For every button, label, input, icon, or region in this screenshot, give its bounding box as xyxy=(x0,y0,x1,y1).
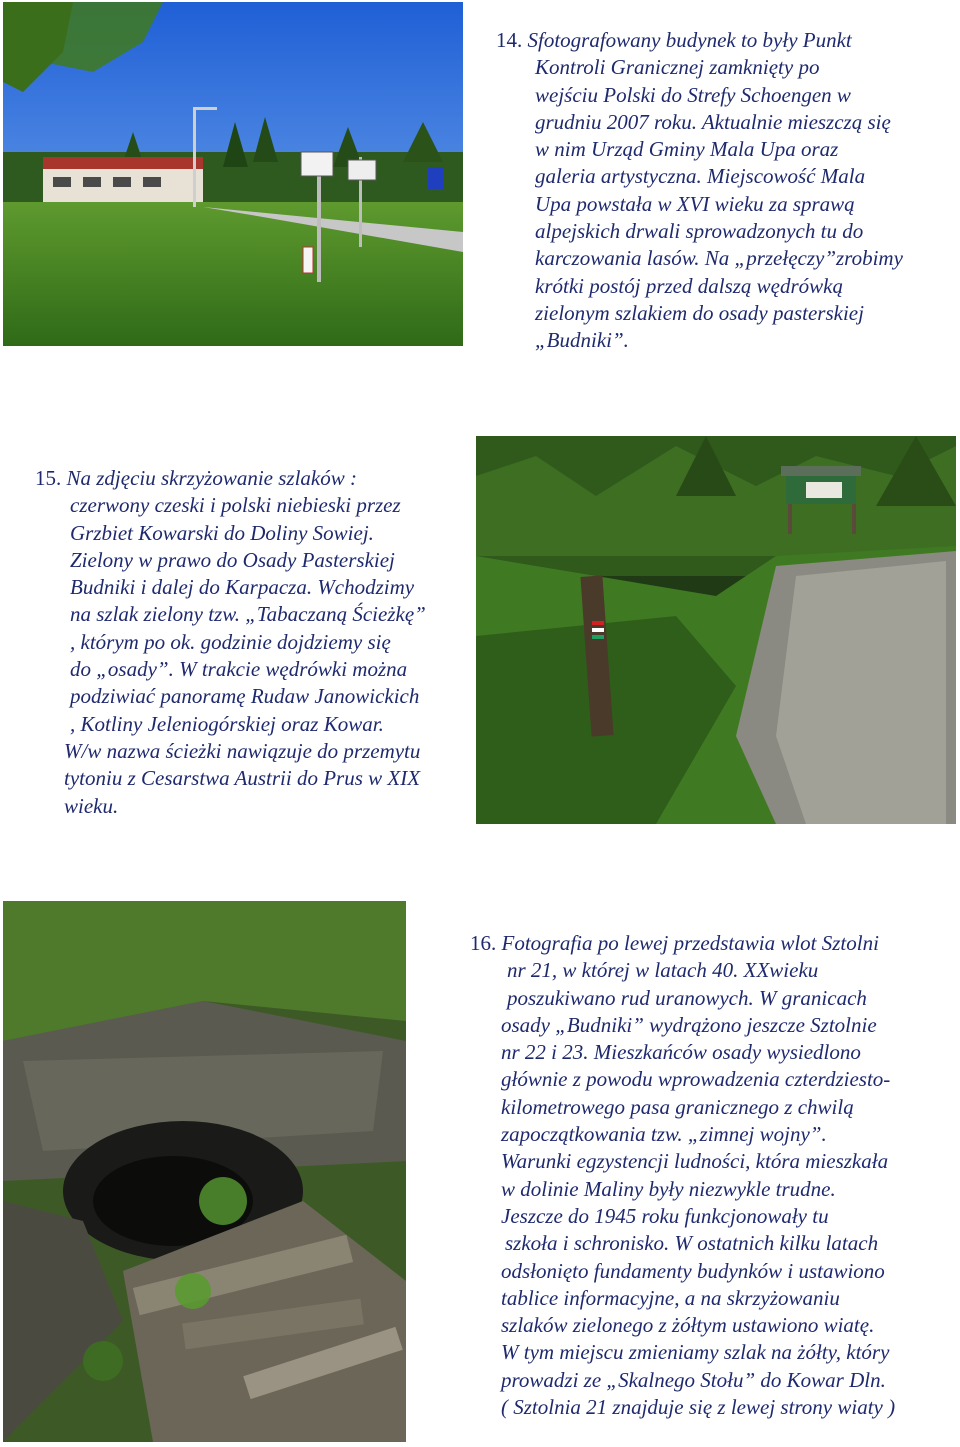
caption-line: nr 21, w której w latach 40. XXwieku xyxy=(507,958,819,983)
border-checkpoint-photo xyxy=(3,2,463,346)
caption-line: głównie z powodu wprowadzenia czterdziesto- xyxy=(501,1067,891,1092)
caption-line: poszukiwano rud uranowych. W granicach xyxy=(507,985,867,1010)
caption-line: zapoczątkowania tzw. „zimnej wojny”. xyxy=(501,1122,827,1147)
caption-16 xyxy=(470,930,950,1421)
caption-line: zielonym szlakiem do osady pasterskiej xyxy=(535,300,864,325)
caption-line: szkoła i schronisko. W ostatnich kilku latach xyxy=(505,1231,879,1256)
caption-line: prowadzi ze „Skalnego Stołu” do Kowar Dln. xyxy=(501,1367,886,1392)
caption-line: Zielony w prawo do Osady Pasterskiej xyxy=(70,547,395,572)
caption-line: krótki postój przed dalszą wędrówką xyxy=(535,273,843,298)
caption-line: Warunki egzystencji ludności, która mieszkała xyxy=(501,1149,889,1174)
caption-line: W/w nazwa ścieżki nawiązuje do przemytu xyxy=(64,738,421,763)
caption-line: odsłonięto fundamenty budynków i ustawiono xyxy=(501,1258,885,1283)
caption-line: grudniu 2007 roku. Aktualnie mieszczą się xyxy=(535,109,891,134)
caption-line: Kontroli Granicznej zamknięty po xyxy=(535,55,820,80)
caption-line: alpejskich drwali sprowadzonych tu do xyxy=(535,219,864,244)
caption-line: do „osady”. W trakcie wędrówki można xyxy=(70,657,408,682)
caption-line: w dolinie Maliny były niezwykle trudne. xyxy=(501,1176,836,1201)
caption-14 xyxy=(496,27,956,355)
caption-line: tablice informacyjne, a na skrzyżowaniu xyxy=(501,1285,840,1310)
caption-line: nr 22 i 23. Mieszkańców osady wysiedlono xyxy=(501,1040,861,1065)
mine-adit-photo xyxy=(3,901,406,1442)
caption-line: Upa powstała w XVI wieku za sprawą xyxy=(535,191,855,216)
caption-line: Budniki i dalej do Karpacza. Wchodzimy xyxy=(70,575,415,600)
caption-line: Grzbiet Kowarski do Doliny Sowiej. xyxy=(70,520,374,545)
caption-line: , którym po ok. godzinie dojdziemy się xyxy=(70,629,391,654)
caption-line: Na zdjęciu skrzyżowanie szlaków : xyxy=(66,466,357,490)
caption-line: Sfotografowany budynek to były Punkt xyxy=(527,28,852,52)
caption-line: wieku. xyxy=(64,793,119,818)
caption-number: 14. xyxy=(496,28,523,52)
caption-line: , Kotliny Jeleniogórskiej oraz Kowar. xyxy=(70,711,384,736)
caption-line: w nim Urząd Gminy Mala Upa oraz xyxy=(535,137,839,162)
caption-line: karczowania lasów. Na „przełęczy”zrobimy xyxy=(535,246,903,271)
caption-number: 15. xyxy=(35,466,62,490)
caption-line: kilometrowego pasa granicznego z chwilą xyxy=(501,1094,854,1119)
caption-line: tytoniu z Cesarstwa Austrii do Prus w XIX xyxy=(64,766,421,791)
caption-line: czerwony czeski i polski niebieski przez xyxy=(70,493,401,518)
caption-line: na szlak zielony tzw. „Tabaczaną Ścieżkę” xyxy=(70,602,426,627)
caption-line: ( Sztolnia 21 znajduje się z lewej strony wiaty ) xyxy=(501,1395,896,1420)
caption-15 xyxy=(35,465,475,820)
caption-number: 16. xyxy=(470,931,497,955)
caption-line: „Budniki”. xyxy=(535,328,629,353)
caption-line: Fotografia po lewej przedstawia wlot Sztolni xyxy=(501,931,879,955)
caption-line: Jeszcze do 1945 roku funkcjonowały tu xyxy=(501,1203,829,1228)
caption-line: osady „Budniki” wydrążono jeszcze Sztolnie xyxy=(501,1012,877,1037)
caption-line: szlaków zielonego z żółtym ustawiono wiatę. xyxy=(501,1313,875,1338)
caption-line: galeria artystyczna. Miejscowość Mala xyxy=(535,164,866,189)
caption-line: W tym miejscu zmieniamy szlak na żółty, który xyxy=(501,1340,890,1365)
caption-line: wejściu Polski do Strefy Schoengen w xyxy=(535,82,851,107)
trail-crossroads-photo xyxy=(476,436,956,824)
caption-line: podziwiać panoramę Rudaw Janowickich xyxy=(70,684,420,709)
